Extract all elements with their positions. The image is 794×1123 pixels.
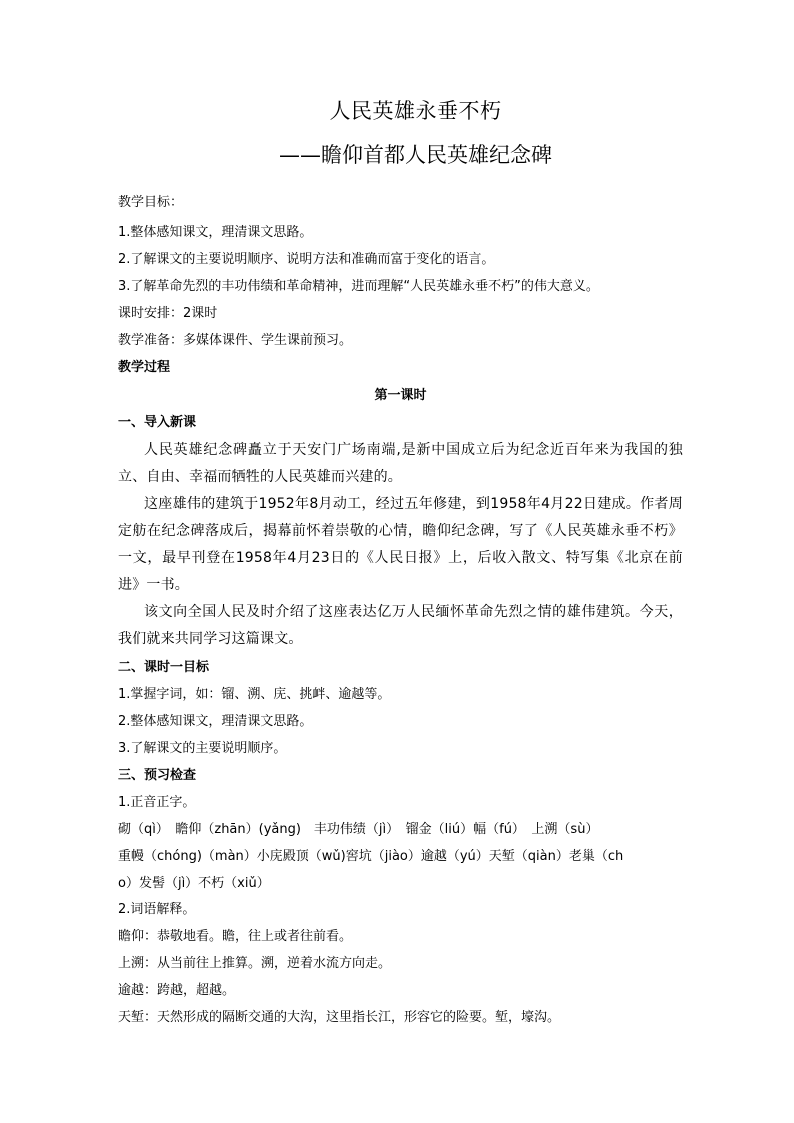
definition-1: 瞻仰：恭敬地看。瞻，往上或者往前看。 [118, 929, 353, 944]
document-title: 人民英雄永垂不朽 [329, 99, 502, 123]
section2-item-3: 3.了解课文的主要说明顺序。 [118, 741, 287, 756]
section2-item-2: 2.整体感知课文，理清课文思路。 [118, 714, 313, 729]
lesson-heading: 第一课时 [374, 388, 427, 403]
goal-item-1: 1.整体感知课文，理清课文思路。 [118, 225, 313, 240]
goals-heading: 教学目标： [118, 195, 184, 210]
process-heading: 教学过程 [118, 360, 171, 375]
goal-item-3: 3.了解革命先烈的丰功伟绩和革命精神，进而理解“人民英雄永垂不朽”的伟大意义。 [118, 279, 599, 294]
definition-4: 天堑：天然形成的隔断交通的大沟，这里指长江，形容它的险要。堑，壕沟。 [118, 1010, 561, 1025]
document-subtitle: ——瞻仰首都人民英雄纪念碑 [279, 143, 552, 167]
intro-paragraph-1: 人民英雄纪念碑矗立于天安门广场南端,是新中国成立后为纪念近百年来为我国的独立、自由、幸福而牺牲的人民英雄而兴建的。 [118, 442, 683, 485]
section1-heading: 一、导入新课 [118, 415, 197, 430]
goal-item-2: 2.了解课文的主要说明顺序、说明方法和准确而富于变化的语言。 [118, 252, 495, 267]
section3-heading: 三、预习检查 [118, 768, 197, 783]
intro-paragraph-3: 该文向全国人民及时介绍了这座表达亿万人民缅怀革命先烈之情的雄伟建筑。今天，我们就来共同学习这篇课文。 [118, 604, 683, 647]
pinyin-line-1: 砌（qì） 瞻仰（zhān）(yǎng) 丰功伟绩（jì） 镏金（liú）幅（fú） 上溯（sù） [118, 822, 599, 837]
pinyin-line-2: 重幔（chóng)（màn）小庑殿顶（wǔ)窖坑（jiào）逾越（yú）天堑（qiàn）老巢（ch [118, 849, 624, 864]
preparation-line: 教学准备：多媒体课件、学生课前预习。 [118, 333, 353, 348]
definition-2: 上溯：从当前往上推算。溯，逆着水流方向走。 [118, 956, 392, 971]
pinyin-line-3: o）发髻（jì）不朽（xiǔ） [118, 876, 270, 891]
section2-item-1: 1.掌握字词，如：镏、溯、庑、挑衅、逾越等。 [118, 687, 391, 702]
schedule-line: 课时安排：2课时 [118, 306, 218, 321]
document-page [118, 96, 683, 1027]
definition-3: 逾越：跨越，超越。 [118, 983, 236, 998]
intro-paragraph-2: 这座雄伟的建筑于1952年8月动工，经过五年修建，到1958年4月22日建成。作者周定舫在纪念碑落成后，揭幕前怀着崇敬的心情，瞻仰纪念碑，写了《人民英雄永垂不朽》一文，最早刊登在1958年4月23日的《人民日报》上，后收入散文、特写集《北京在前进》一书。 [118, 496, 683, 593]
sub2-heading: 2.词语解释。 [118, 902, 196, 917]
section2-heading: 二、课时一目标 [118, 660, 210, 675]
sub1-heading: 1.正音正字。 [118, 795, 196, 810]
